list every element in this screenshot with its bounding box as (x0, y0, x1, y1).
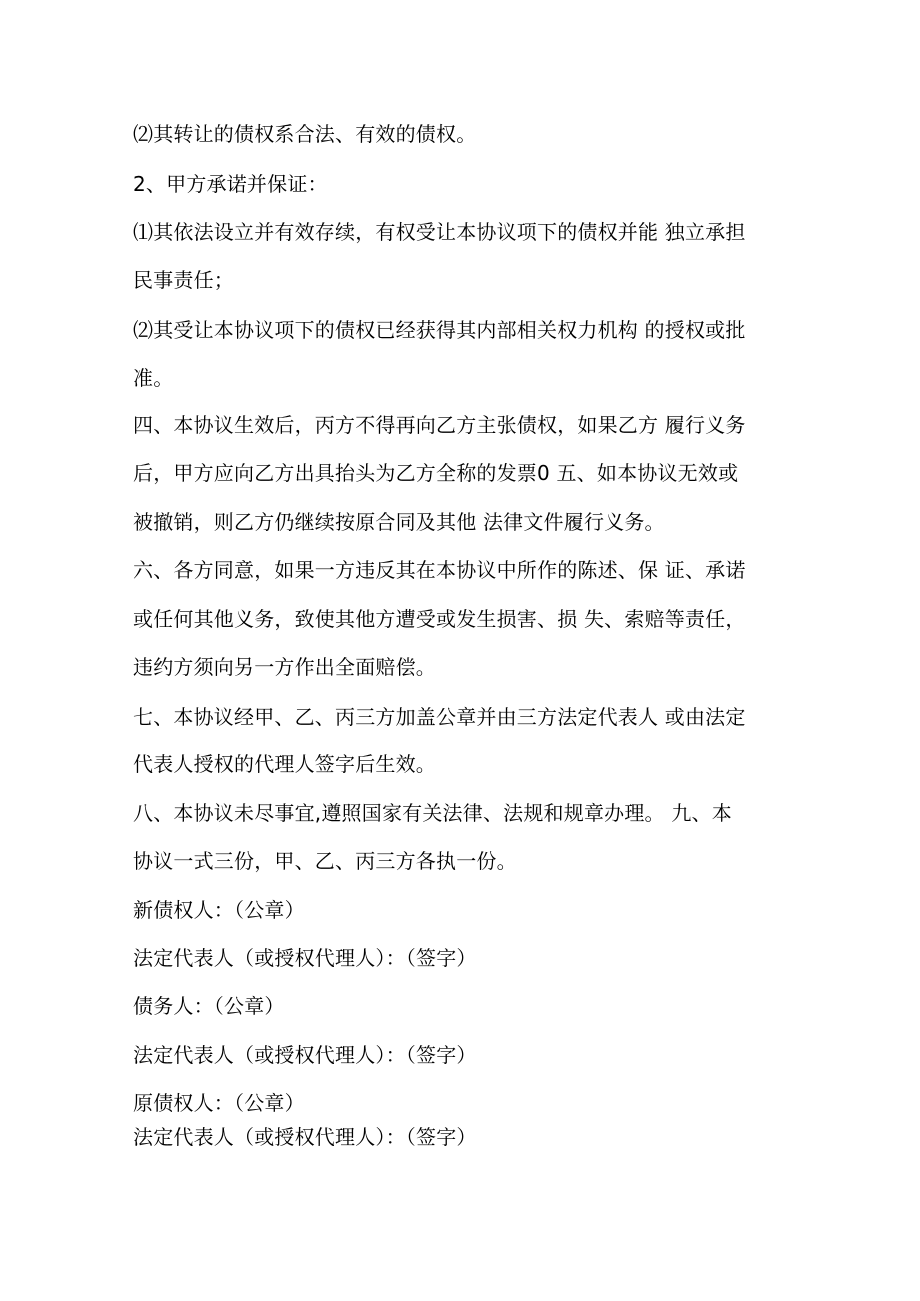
new-creditor-seal: 新债权人：（公章） (133, 898, 305, 922)
clause-4-line-1: 四、本协议生效后，丙方不得再向乙方主张债权，如果乙方 履行义务 (133, 413, 746, 437)
original-creditor-signature: 法定代表人（或授权代理人）：（签字） (133, 1125, 477, 1149)
clause-3-2-heading: 2、甲方承诺并保证： (133, 172, 328, 196)
clause-5-line-2: 被撤销，则乙方仍继续按原合同及其他 法律文件履行义务。 (133, 510, 665, 534)
debtor-signature: 法定代表人（或授权代理人）：（签字） (133, 1043, 477, 1067)
clause-7-line-1: 七、本协议经甲、乙、丙三方加盖公章并由三方法定代表人 或由法定 (133, 705, 746, 729)
debtor-seal: 债务人：（公章） (133, 994, 285, 1018)
clause-3-2-2-line-2: 准。 (133, 366, 174, 390)
clause-3-2-1-line-2: 民事责任； (133, 268, 234, 292)
clause-6-line-3: 违约方须向另一方作出全面赔偿。 (133, 655, 436, 679)
clause-6-line-2: 或任何其他义务，致使其他方遭受或发生损害、损 失、索赔等责任， (133, 607, 746, 631)
clause-3-2-1-line-1: ⑴其依法设立并有效存续，有权受让本协议项下的债权并能 独立承担 (133, 220, 746, 244)
clause-8-line-1: 八、本协议未尽事宜,遵照国家有关法律、法规和规章办理。 九、本 (133, 801, 732, 825)
clause-3-1-2: ⑵其转让的债权系合法、有效的债权。 (133, 122, 477, 146)
clause-9-line-2: 协议一式三份，甲、乙、丙三方各执一份。 (133, 849, 517, 873)
clause-4-line-2: 后，甲方应向乙方出具抬头为乙方全称的发票0 五、如本协议无效或 (133, 461, 739, 485)
clause-3-2-2-line-1: ⑵其受让本协议项下的债权已经获得其内部相关权力机构 的授权或批 (133, 318, 746, 342)
clause-6-line-1: 六、各方同意，如果一方违反其在本协议中所作的陈述、保 证、承诺 (133, 558, 746, 582)
original-creditor-seal: 原债权人：（公章） (133, 1091, 305, 1115)
clause-7-line-2: 代表人授权的代理人签字后生效。 (133, 752, 436, 776)
new-creditor-signature: 法定代表人（或授权代理人）：（签字） (133, 946, 477, 970)
